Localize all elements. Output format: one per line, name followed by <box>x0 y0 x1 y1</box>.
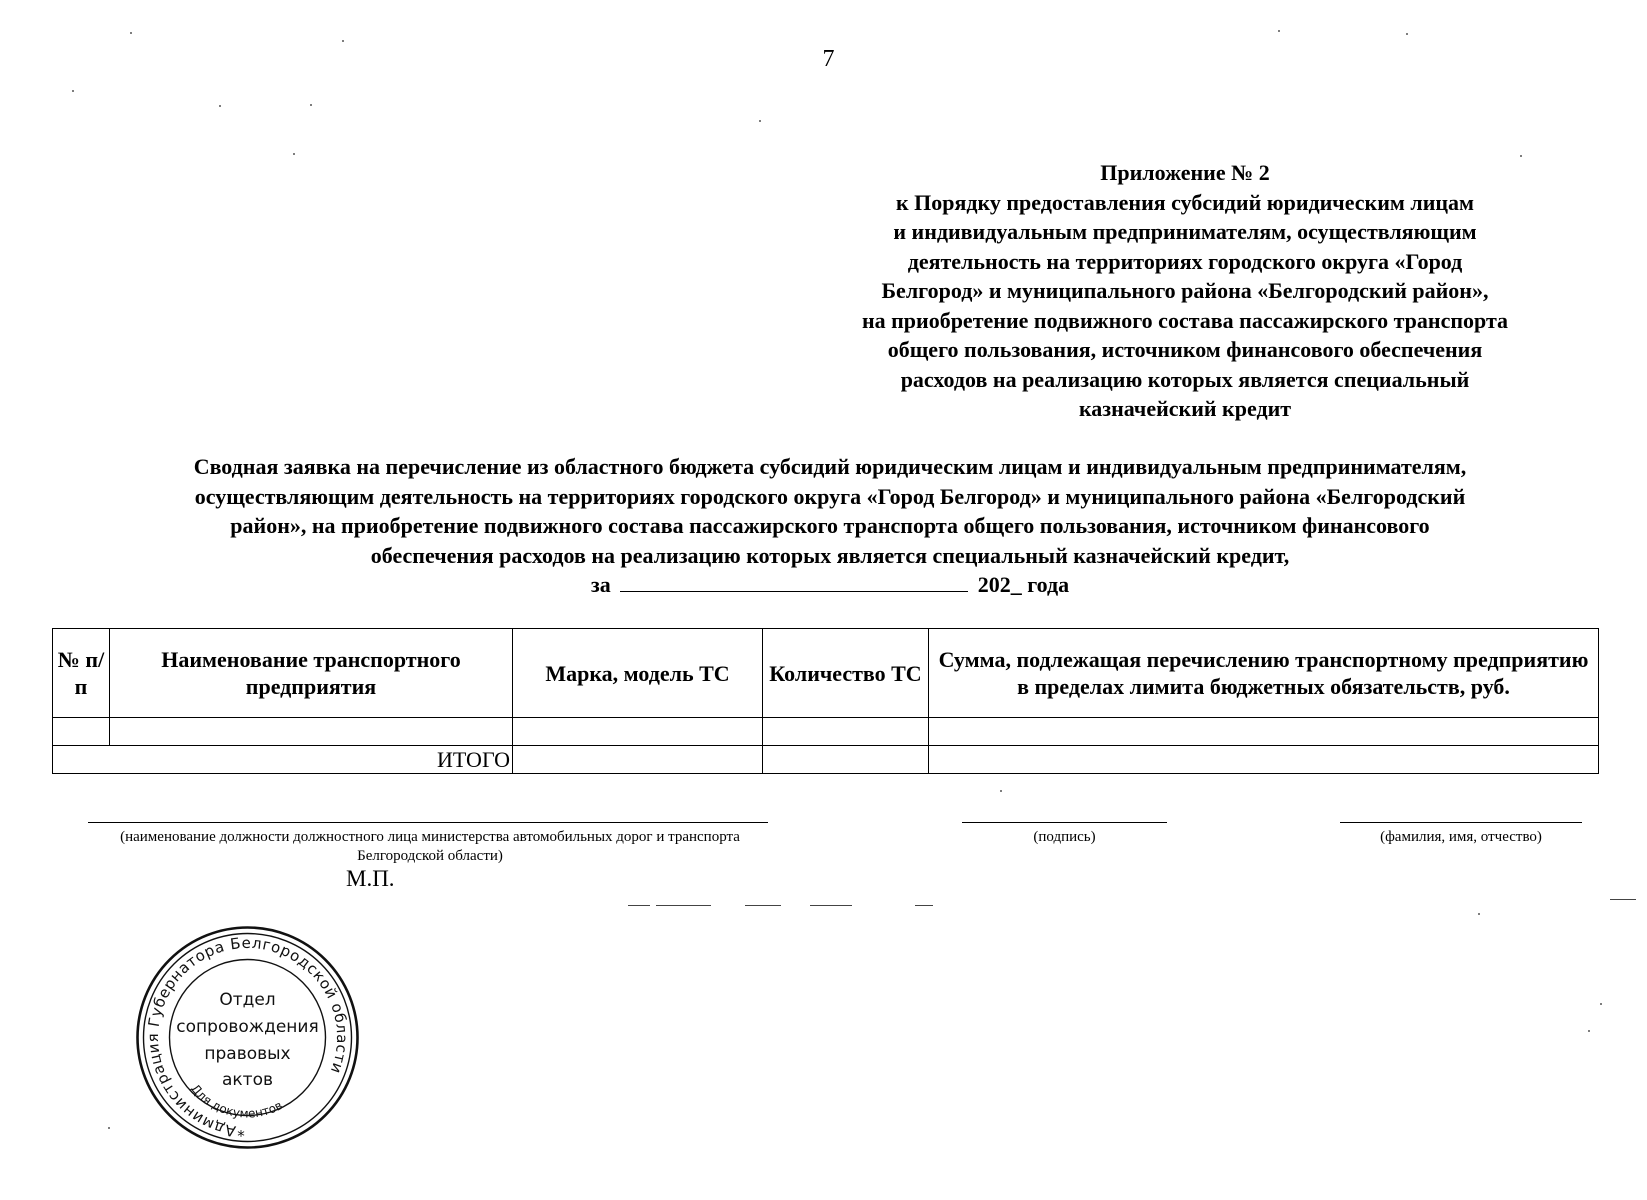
page-number: 7 <box>822 46 835 72</box>
period-row <box>60 570 1600 600</box>
annex-line: расходов на реализацию которых является специальный <box>900 366 1470 392</box>
round-seal <box>135 925 360 1155</box>
scan-speck <box>1000 790 1002 792</box>
title-line: Сводная заявка на перечисление из областного бюджета субсидий юридическим лицам и индивидуальным предпринимателям, <box>193 454 1467 479</box>
scan-dash <box>745 905 781 906</box>
column-header-amount: Сумма, подлежащая перечислению транспортному предприятию в пределах лимита бюджетных обязательств, руб. <box>929 629 1599 718</box>
scan-speck <box>130 32 132 34</box>
annex-line: к Порядку предоставления субсидий юридическим лицам <box>895 189 1475 215</box>
name-caption: (фамилия, имя, отчество) <box>1380 829 1542 845</box>
seal-bottom-text: Для документов <box>188 1081 285 1121</box>
summary-table <box>52 628 1599 774</box>
position-caption <box>60 828 800 866</box>
annex-header <box>820 158 1550 424</box>
signature-line[interactable] <box>962 822 1167 823</box>
total-label: ИТОГО <box>53 746 513 774</box>
seal-center-line: сопровождения <box>176 1017 319 1037</box>
scan-speck <box>1520 155 1522 157</box>
signature-caption: (подпись) <box>1033 829 1096 845</box>
scan-speck <box>759 120 761 122</box>
table-cell[interactable] <box>53 718 110 746</box>
title-line: район», на приобретение подвижного состава пассажирского транспорта общего пользования, источником финансового <box>230 513 1430 538</box>
stamp-place-label: М.П. <box>346 866 395 891</box>
column-header-enterprise: Наименование транспортного предприятия <box>110 629 513 718</box>
scan-speck <box>219 105 221 107</box>
seal-center-line: Отдел <box>219 990 276 1010</box>
position-signature-line[interactable] <box>88 822 768 823</box>
position-caption-line: (наименование должности должностного лица министерства автомобильных дорог и транспорта <box>120 829 740 845</box>
annex-line: и индивидуальным предпринимателям, осуществляющим <box>893 219 1477 244</box>
scan-speck <box>108 1127 110 1129</box>
scan-speck <box>72 90 74 92</box>
annex-line: деятельность на территориях городского округа «Город <box>907 248 1463 274</box>
column-header-quantity: Количество ТС <box>763 629 929 718</box>
table-cell[interactable] <box>110 718 513 746</box>
table-cell[interactable] <box>929 718 1599 746</box>
scan-speck <box>293 153 295 155</box>
annex-line: Белгород» и муниципального района «Белгородский район», <box>881 278 1489 303</box>
scan-speck <box>1478 913 1480 915</box>
scan-dash <box>915 905 933 906</box>
scan-speck <box>1600 1003 1602 1005</box>
scan-dash <box>656 905 711 906</box>
table-cell[interactable] <box>513 718 763 746</box>
annex-line: казначейский кредит <box>1078 396 1292 421</box>
seal-center-line: правовых <box>204 1044 291 1064</box>
scan-dash <box>1610 899 1636 900</box>
title-line: обеспечения расходов на реализацию которых является специальный казначейский кредит, <box>370 542 1290 568</box>
scan-speck <box>1278 30 1280 32</box>
column-header-number: № п/п <box>53 629 110 718</box>
total-cell-model[interactable] <box>513 746 763 774</box>
name-signature-line[interactable] <box>1340 822 1582 823</box>
column-header-model: Марка, модель ТС <box>513 629 763 718</box>
scan-dash <box>628 905 650 906</box>
period-suffix: 202_ года <box>977 572 1070 597</box>
table-header-row <box>53 629 1599 718</box>
document-title <box>60 452 1600 600</box>
position-caption-line: Белгородской области) <box>357 848 503 864</box>
table-row <box>53 718 1599 746</box>
scan-speck <box>342 40 344 42</box>
seal-ring-text: Администрация Губернатора Белгородской области <box>144 933 352 1141</box>
period-blank-field[interactable] <box>620 571 968 592</box>
annex-title: Приложение № 2 <box>1100 160 1270 185</box>
annex-line: на приобретение подвижного состава пассажирского транспорта <box>861 307 1509 333</box>
scan-speck <box>1588 1030 1590 1032</box>
scan-speck <box>310 104 312 106</box>
scan-dash <box>810 905 852 906</box>
seal-center-line: актов <box>221 1070 274 1090</box>
annex-line: общего пользования, источником финансового обеспечения <box>887 337 1483 362</box>
scan-speck <box>1406 33 1408 35</box>
table-total-row <box>53 746 1599 774</box>
seal-star-icon: * <box>237 1127 245 1145</box>
total-cell-amount[interactable] <box>929 746 1599 774</box>
period-prefix: за <box>590 572 611 597</box>
total-cell-quantity[interactable] <box>763 746 929 774</box>
title-line: осуществляющим деятельность на территориях городского округа «Город Белгород» и муниципального района «Белгородский <box>194 483 1466 509</box>
table-cell[interactable] <box>763 718 929 746</box>
